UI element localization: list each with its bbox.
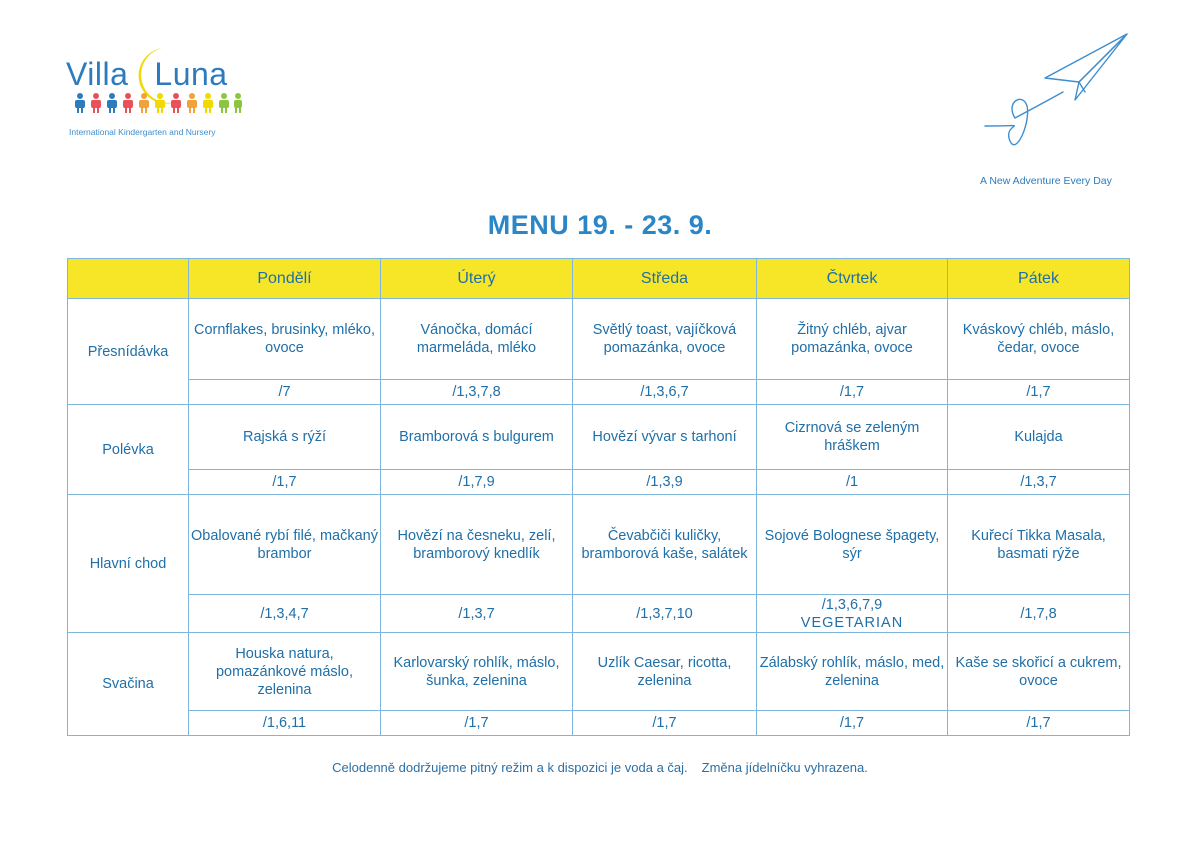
meal-cell: Uzlík Caesar, ricotta, zelenina xyxy=(573,633,757,711)
logo-name xyxy=(66,56,228,93)
meal-cell: Čevabčiči kuličky, bramborová kaše, salátek xyxy=(573,495,757,595)
meal-cell: Hovězí na česneku, zelí, bramborový knedlík xyxy=(381,495,573,595)
meal-cell: Kuřecí Tikka Masala, basmati rýže xyxy=(948,495,1130,595)
allergen-cell: /1,7 xyxy=(948,380,1130,405)
meal-cell: Rajská s rýží xyxy=(189,405,381,470)
meal-cell: Světlý toast, vajíčková pomazánka, ovoce xyxy=(573,299,757,380)
day-header-friday: Pátek xyxy=(948,259,1130,299)
footer-drink-note: Celodenně dodržujeme pitný režim a k dispozici je voda a čaj. xyxy=(332,760,688,775)
allergen-cell: /1,3,6,7 xyxy=(573,380,757,405)
allergen-cell: /1,7,8 xyxy=(948,595,1130,633)
day-header-wednesday: Středa xyxy=(573,259,757,299)
row-label-snack-morning: Přesnídávka xyxy=(68,299,189,405)
meal-row xyxy=(68,495,1130,595)
vegetarian-label: VEGETARIAN xyxy=(800,614,904,631)
page-title: MENU 19. - 23. 9. xyxy=(487,210,713,240)
meal-row xyxy=(68,633,1130,711)
header-row xyxy=(68,259,1130,299)
row-label-soup: Polévka xyxy=(68,405,189,495)
allergen-value: /1,3,6,7,9 xyxy=(821,596,883,613)
allergen-cell: /1,7 xyxy=(573,711,757,736)
meal-cell: Cizrnová se zeleným hráškem xyxy=(757,405,948,470)
allergen-cell: /1,3,7 xyxy=(948,470,1130,495)
villa-luna-logo xyxy=(66,50,266,140)
logo-name-luna: Luna xyxy=(154,56,228,92)
day-header-thursday: Čtvrtek xyxy=(757,259,948,299)
meal-cell: Kaše se skořicí a cukrem, ovoce xyxy=(948,633,1130,711)
meal-cell: Zálabský rohlík, máslo, med, zelenina xyxy=(757,633,948,711)
allergen-cell: /1,7 xyxy=(381,711,573,736)
allergen-cell: /1,3,4,7 xyxy=(189,595,381,633)
allergen-row xyxy=(68,595,1130,633)
allergen-cell: /1,3,7 xyxy=(381,595,573,633)
row-label-snack-afternoon: Svačina xyxy=(68,633,189,736)
meal-cell: Kulajda xyxy=(948,405,1130,470)
header-corner xyxy=(68,259,189,299)
footer-change-note: Změna jídelníčku vyhrazena. xyxy=(701,760,868,775)
row-label-main-course: Hlavní chod xyxy=(68,495,189,633)
meal-cell: Karlovarský rohlík, máslo, šunka, zelenina xyxy=(381,633,573,711)
allergen-row xyxy=(68,470,1130,495)
children-row-icon xyxy=(72,92,242,114)
meal-cell: Žitný chléb, ajvar pomazánka, ovoce xyxy=(757,299,948,380)
paper-plane-icon xyxy=(975,30,1140,165)
allergen-cell: /1,7 xyxy=(948,711,1130,736)
meal-row xyxy=(68,299,1130,380)
allergen-cell: /7 xyxy=(189,380,381,405)
allergen-cell: /1 xyxy=(757,470,948,495)
meal-cell: Hovězí vývar s tarhoní xyxy=(573,405,757,470)
allergen-cell: /1,7 xyxy=(757,380,948,405)
allergen-cell: /1,3,7,10 xyxy=(573,595,757,633)
allergen-cell-vegetarian xyxy=(757,595,948,633)
allergen-cell: /1,6,11 xyxy=(189,711,381,736)
footer-note xyxy=(0,760,1200,775)
allergen-row xyxy=(68,711,1130,736)
meal-cell: Sojové Bolognese špagety, sýr xyxy=(757,495,948,595)
logo-name-villa: Villa xyxy=(66,56,129,92)
meal-cell: Vánočka, domácí marmeláda, mléko xyxy=(381,299,573,380)
allergen-cell: /1,7,9 xyxy=(381,470,573,495)
tagline: A New Adventure Every Day xyxy=(980,175,1112,187)
logo-subtitle: International Kindergarten and Nursery xyxy=(69,127,216,137)
allergen-cell: /1,3,9 xyxy=(573,470,757,495)
meal-cell: Houska natura, pomazánkové máslo, zelenina xyxy=(189,633,381,711)
meal-cell: Kváskový chléb, máslo, čedar, ovoce xyxy=(948,299,1130,380)
allergen-cell: /1,7 xyxy=(189,470,381,495)
meal-cell: Bramborová s bulgurem xyxy=(381,405,573,470)
meal-cell: Cornflakes, brusinky, mléko, ovoce xyxy=(189,299,381,380)
menu-table xyxy=(67,258,1130,736)
allergen-cell: /1,3,7,8 xyxy=(381,380,573,405)
meal-row xyxy=(68,405,1130,470)
allergen-cell: /1,7 xyxy=(757,711,948,736)
allergen-row xyxy=(68,380,1130,405)
day-header-tuesday: Úterý xyxy=(381,259,573,299)
meal-cell: Obalované rybí filé, mačkaný brambor xyxy=(189,495,381,595)
day-header-monday: Pondělí xyxy=(189,259,381,299)
